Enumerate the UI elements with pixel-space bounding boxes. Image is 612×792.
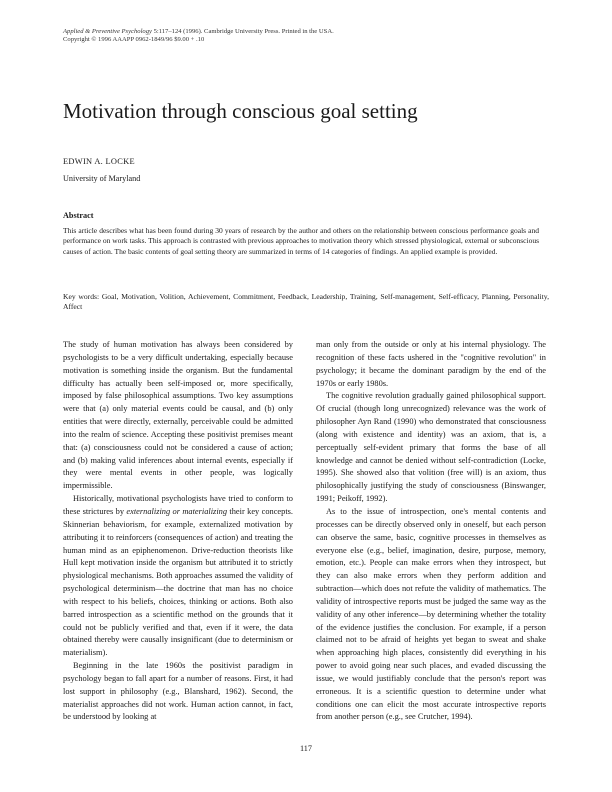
paragraph-text: Historically, motivational psychologists have tried to conform to these strictures by <box>63 494 293 516</box>
keywords-label: Key words: <box>63 292 100 301</box>
paragraph: The study of human motivation has always been considered by psychologists to be a very difficult undertaking, especially because motivation is something inside the organism. But the fundamental difficulty has actually been self-imposed or, more specifically, imposed by false philosophical assumptions. Two key assumptions were that (a) only material events could be causal, and (b) only entities that were directly, externally, perceivable could be admitted into the realm of science. Accepting these positivist premises meant that: (a) consciousness could not be considered a cause of action; and (b) making valid inferences about internal events, especially if they were mental events in other people, was logically impermissible. <box>63 340 293 491</box>
abstract-text: This article describes what has been found during 30 years of research by the author and others on the relationship between conscious performance goals and performance on work tasks. This approach is contrasted with previous approaches to motivation theory which stressed physiological, external or subconscious causes of action. The basic contents of goal setting theory are summarized in terms of 14 categories of findings. An applied example is provided. <box>63 226 539 256</box>
citation-line <box>63 28 563 36</box>
paragraph-text: their key concepts. Skinnerian behaviorism, for example, externalized motivation by attributing it to reinforcers (consequences of action) and treating the human mind as an epiphenomenon. Drive-reduction theorists like Hull kept motivation inside the organism but attributed it to strictly physiological mechanisms. Both approaches assumed the validity of psychological determinism—the doctrine that man has no choice with respect to his beliefs, choices, thinking or actions. Both also barred introspection as a scientific method on the grounds that it could not be publicly verified and that, even if it were, the data obtained thereby were causally insignificant (due to determinism or materialism). <box>63 506 293 658</box>
keywords <box>63 292 549 313</box>
article-title: Motivation through conscious goal setting <box>63 99 418 123</box>
page-number: 117 <box>300 744 312 753</box>
keywords-list: Goal, Motivation, Volition, Achievement, Commitment, Feedback, Leadership, Training, Self-management, Self-efficacy, Planning, Personality, Affect <box>63 292 549 312</box>
citation-details: 5:117–124 (1996). Cambridge University Press. Printed in the USA. <box>151 28 334 35</box>
paragraph: As to the issue of introspection, one's mental contents and processes can be directly observed only in oneself, but each person can observe the same, basic, cognitive processes in themselves as everyone else (e.g., belief, imagination, desire, purpose, memory, emotion, etc.). People can make errors when they introspect, but they can also make errors when they perform addition and subtraction—which does not refute the validity of mathematics. The validity of introspective reports must be judged the same way as the validity of any other inference—by determining whether the totality of the evidence justifies the conclusion. For example, if a person claimed not to be afraid of heights yet began to sweat and shake when approaching high places, consistently did everything in his power to avoid going near such places, and evaded discussing the issue, we would justifiably conclude that the person's report was erroneous. It is a scientific question to determine under what conditions one can elicit the most accurate introspective reports from another person (e.g., see Crutcher, 1994). <box>316 506 546 722</box>
author-name: EDWIN A. LOCKE <box>63 157 135 166</box>
paragraph <box>63 493 293 660</box>
running-header <box>63 28 563 45</box>
emphasis-text: externalizing or materializing <box>126 506 228 516</box>
body-column-left <box>63 339 293 724</box>
paragraph: Beginning in the late 1960s the positivist paradigm in psychology began to fall apart for a number of reasons. First, it had lost support in philosophy (e.g., Blanshard, 1962). Second, the materialist approaches did not work. Human action cannot, in fact, be understood by looking at <box>63 661 293 722</box>
abstract-heading: Abstract <box>63 211 94 220</box>
paragraph: man only from the outside or only at his internal physiology. The recognition of these facts ushered in the "cognitive revolution" in psychology; it became the dominant paradigm by the end of the 1970s or early 1980s. <box>316 340 546 388</box>
body-column-right <box>316 339 546 724</box>
author-affiliation: University of Maryland <box>63 174 141 183</box>
journal-name: Applied & Preventive Psychology <box>63 28 152 35</box>
copyright-line: Copyright © 1996 AAAPP 0962-1849/96 $9.00 + .10 <box>63 36 205 44</box>
paragraph: The cognitive revolution gradually gained philosophical support. Of crucial (though long unrecognized) relevance was the work of philosopher Ayn Rand (1990) who demonstrated that consciousness (along with existence and identity) was an axiom, that is, a perceptually self-evident primary that forms the base of all knowledge and cannot be denied without self-contradiction (Locke, 1995). She showed also that volition (free will) is an axiom, thus philosophically justifying the study of consciousness (Binswanger, 1991; Peikoff, 1992). <box>316 391 546 504</box>
